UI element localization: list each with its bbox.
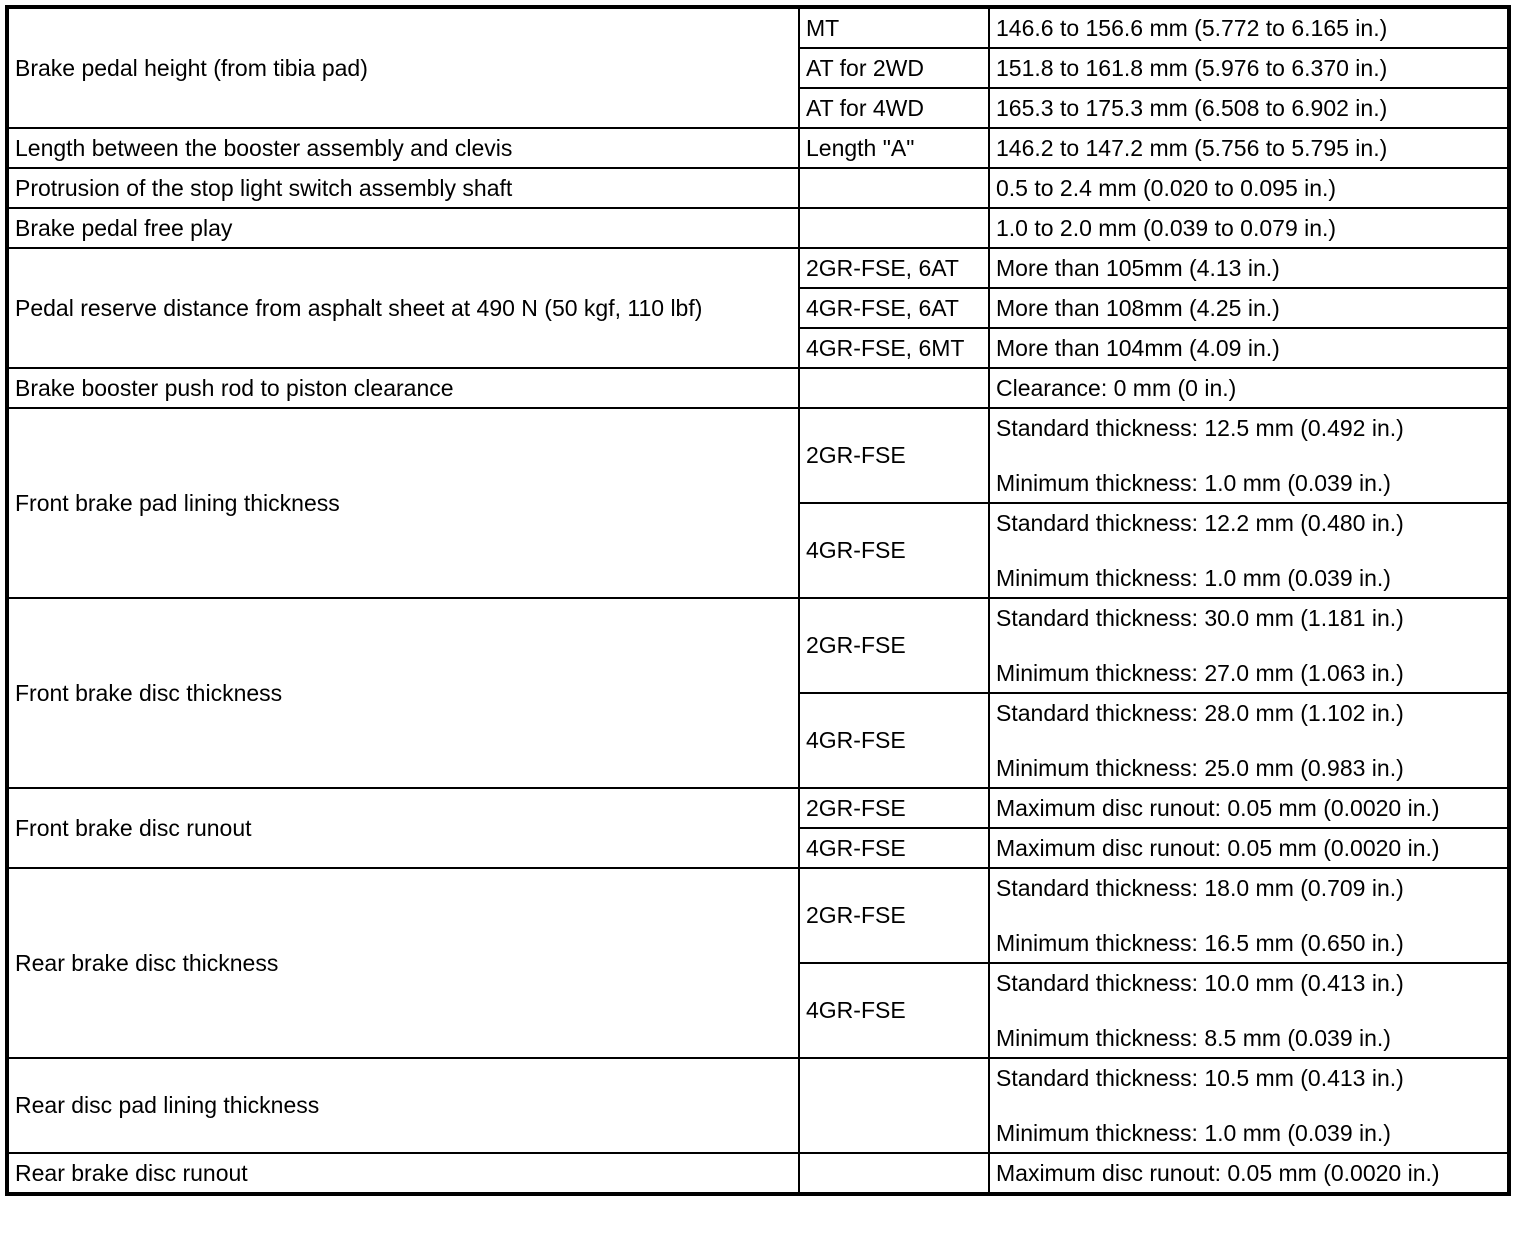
condition-cell: 4GR-FSE, 6AT [799,288,989,328]
value-cell [989,868,1509,963]
minimum-thickness-text: Minimum thickness: 25.0 mm (0.983 in.) [996,754,1404,781]
condition-cell: 2GR-FSE [799,598,989,693]
condition-cell [799,208,989,248]
value-cell [989,1058,1509,1153]
value-cell: Clearance: 0 mm (0 in.) [989,368,1509,408]
table-row [7,248,1509,288]
value-cell: 165.3 to 175.3 mm (6.508 to 6.902 in.) [989,88,1509,128]
minimum-thickness-text: Minimum thickness: 8.5 mm (0.039 in.) [996,1024,1391,1051]
condition-cell: 4GR-FSE [799,693,989,788]
standard-thickness-text: Standard thickness: 12.5 mm (0.492 in.) [996,415,1404,442]
value-cell: 146.2 to 147.2 mm (5.756 to 5.795 in.) [989,128,1509,168]
value-cell: More than 105mm (4.13 in.) [989,248,1509,288]
item-cell: Protrusion of the stop light switch assembly shaft [7,168,799,208]
value-cell [989,963,1509,1058]
table-row [7,7,1509,48]
value-cell: 146.6 to 156.6 mm (5.772 to 6.165 in.) [989,7,1509,48]
standard-thickness-text: Standard thickness: 10.5 mm (0.413 in.) [996,1065,1404,1092]
condition-cell: AT for 4WD [799,88,989,128]
item-cell: Rear disc pad lining thickness [7,1058,799,1153]
standard-thickness-text: Standard thickness: 18.0 mm (0.709 in.) [996,875,1404,902]
brake-specifications-table [5,5,1511,1196]
condition-cell [799,368,989,408]
table-row [7,788,1509,828]
table-row [7,1153,1509,1194]
condition-cell [799,168,989,208]
item-cell: Pedal reserve distance from asphalt sheet at 490 N (50 kgf, 110 lbf) [7,248,799,368]
value-cell [989,693,1509,788]
item-cell: Rear brake disc thickness [7,868,799,1058]
table-row [7,368,1509,408]
minimum-thickness-text: Minimum thickness: 1.0 mm (0.039 in.) [996,564,1391,591]
standard-thickness-text: Standard thickness: 28.0 mm (1.102 in.) [996,700,1404,727]
spec-table-container [5,5,1511,1196]
value-cell: 0.5 to 2.4 mm (0.020 to 0.095 in.) [989,168,1509,208]
condition-cell: 2GR-FSE [799,788,989,828]
item-cell: Rear brake disc runout [7,1153,799,1194]
item-cell: Brake booster push rod to piston clearance [7,368,799,408]
value-cell: Maximum disc runout: 0.05 mm (0.0020 in.) [989,1153,1509,1194]
standard-thickness-text: Standard thickness: 12.2 mm (0.480 in.) [996,510,1404,537]
condition-cell: MT [799,7,989,48]
item-cell: Front brake pad lining thickness [7,408,799,598]
condition-cell: 4GR-FSE [799,503,989,598]
table-row [7,868,1509,963]
condition-cell [799,1153,989,1194]
item-cell: Front brake disc runout [7,788,799,868]
value-cell: 1.0 to 2.0 mm (0.039 to 0.079 in.) [989,208,1509,248]
value-cell: More than 108mm (4.25 in.) [989,288,1509,328]
value-cell [989,598,1509,693]
minimum-thickness-text: Minimum thickness: 1.0 mm (0.039 in.) [996,469,1391,496]
condition-cell: 4GR-FSE, 6MT [799,328,989,368]
table-row [7,208,1509,248]
minimum-thickness-text: Minimum thickness: 1.0 mm (0.039 in.) [996,1119,1391,1146]
item-cell: Brake pedal height (from tibia pad) [7,7,799,128]
standard-thickness-text: Standard thickness: 10.0 mm (0.413 in.) [996,970,1404,997]
condition-cell: AT for 2WD [799,48,989,88]
condition-cell: 2GR-FSE [799,868,989,963]
condition-cell: 2GR-FSE, 6AT [799,248,989,288]
table-row [7,408,1509,503]
condition-cell: 4GR-FSE [799,963,989,1058]
condition-cell: Length "A" [799,128,989,168]
value-cell: Maximum disc runout: 0.05 mm (0.0020 in.) [989,828,1509,868]
condition-cell: 2GR-FSE [799,408,989,503]
value-cell [989,408,1509,503]
condition-cell: 4GR-FSE [799,828,989,868]
table-row [7,598,1509,693]
table-row [7,128,1509,168]
value-cell [989,503,1509,598]
minimum-thickness-text: Minimum thickness: 16.5 mm (0.650 in.) [996,929,1404,956]
item-cell: Length between the booster assembly and clevis [7,128,799,168]
value-cell: Maximum disc runout: 0.05 mm (0.0020 in.) [989,788,1509,828]
value-cell: 151.8 to 161.8 mm (5.976 to 6.370 in.) [989,48,1509,88]
minimum-thickness-text: Minimum thickness: 27.0 mm (1.063 in.) [996,659,1404,686]
item-cell: Front brake disc thickness [7,598,799,788]
table-row [7,1058,1509,1153]
item-cell: Brake pedal free play [7,208,799,248]
table-row [7,168,1509,208]
value-cell: More than 104mm (4.09 in.) [989,328,1509,368]
standard-thickness-text: Standard thickness: 30.0 mm (1.181 in.) [996,605,1404,632]
condition-cell [799,1058,989,1153]
